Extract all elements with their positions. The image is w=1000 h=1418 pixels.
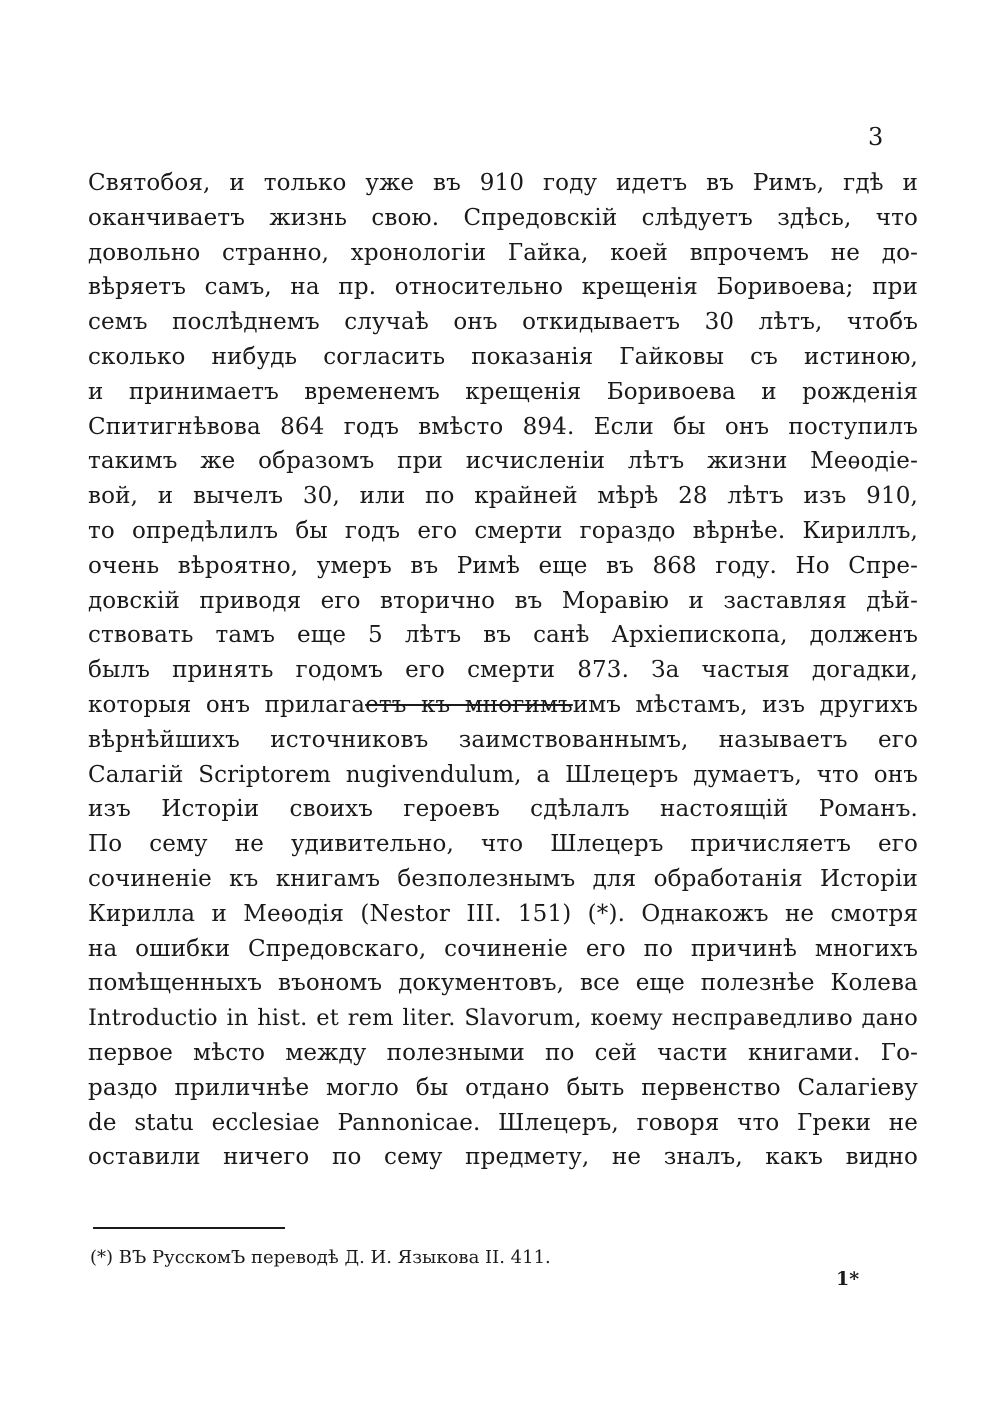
text-line: первое мѣсто между полезными по сей части книгами. Го- bbox=[88, 1039, 918, 1066]
text-line: помѣщенныхъ въономъ документовъ, все еще полезнѣе Колева bbox=[88, 970, 918, 997]
text-line: оканчиваетъ жизнь свою. Спредовскій слѣдуетъ здѣсь, что bbox=[88, 204, 918, 231]
text-line: оставили ничего по сему предмету, не зналъ, какъ видно bbox=[88, 1144, 918, 1171]
text-line: Святобоя, и только уже въ 910 году идетъ въ Римъ, гдѣ и bbox=[88, 170, 918, 196]
text-line: раздо приличнѣе могло бы отдано быть первенство Салагіеву bbox=[88, 1074, 918, 1101]
text-line: Спитигнѣвова 864 годъ вмѣсто 894. Если бы онъ поступилъ bbox=[88, 413, 918, 440]
text-line-with-strikethrough bbox=[88, 688, 918, 723]
text-line: довскій приводя его вторично въ Моравію и заставляя дѣй- bbox=[88, 587, 918, 614]
text-line: Кирилла и Меѳодія (Nestor III. 151) (*). Однакожъ не смотря bbox=[88, 900, 918, 927]
text-line: ствовать тамъ еще 5 лѣтъ въ санѣ Архіепископа, долженъ bbox=[88, 622, 918, 649]
text-line: довольно странно, хронологіи Гайка, коей впрочемъ не до- bbox=[88, 239, 918, 266]
text-line: очень вѣроятно, умеръ въ Римѣ еще въ 868 году. Но Спре- bbox=[88, 552, 918, 579]
text-line: семъ послѣднемъ случаѣ онъ откидываетъ 30 лѣтъ, чтобъ bbox=[88, 309, 918, 336]
struck-text: етъ къ многимъ bbox=[365, 691, 573, 718]
page-number: 3 bbox=[868, 123, 884, 151]
text-line: вой, и вычелъ 30, или по крайней мѣрѣ 28 лѣтъ изъ 910, bbox=[88, 483, 918, 510]
text-line: По сему не удивительно, что Шлецеръ причисляетъ его bbox=[88, 831, 918, 858]
text-line: Салагій Scriptorem nugivendulum, а Шлецеръ думаетъ, что онъ bbox=[88, 761, 918, 788]
text-line: сколько нибудь согласить показанія Гайковы съ истиною, bbox=[88, 343, 918, 370]
text-line: сочиненіе къ книгамъ безполезнымъ для обработанія Исторіи bbox=[88, 865, 918, 892]
text-line: вѣряетъ самъ, на пр. относительно крещенія Боривоева; при bbox=[88, 274, 918, 301]
text-line: на ошибки Спредовскаго, сочиненіе его по причинѣ многихъ bbox=[88, 935, 918, 962]
text-segment: которыя онъ прилага bbox=[88, 691, 366, 718]
text-line: изъ Исторіи своихъ героевъ сдѣлалъ настоящій Романъ. bbox=[88, 796, 918, 823]
text-line: de statu ecclesiae Pannonicae. Шлецеръ, говоря что Греки не bbox=[88, 1109, 918, 1136]
footnote: (*) ВЪ РусскомЪ переводѣ Д. И. Языкова II. 411. bbox=[90, 1247, 551, 1268]
text-line: такимъ же образомъ при исчисленіи лѣтъ жизни Меѳодіе- bbox=[88, 448, 918, 475]
text-line: вѣрнѣйшихъ источниковъ заимствованнымъ, называетъ его bbox=[88, 726, 918, 753]
signature-mark: 1* bbox=[836, 1268, 860, 1290]
text-line: Introductio in hist. et rem liter. Slavorum, коему несправедливо дано bbox=[88, 1005, 918, 1032]
text-line: то опредѣлилъ бы годъ его смерти гораздо вѣрнѣе. Кириллъ, bbox=[88, 517, 918, 544]
footnote-divider bbox=[93, 1227, 285, 1229]
body-text bbox=[88, 166, 918, 1175]
text-line: былъ принять годомъ его смерти 873. За частыя догадки, bbox=[88, 657, 918, 684]
text-line: и принимаетъ временемъ крещенія Боривоева и рожденія bbox=[88, 378, 918, 405]
text-segment: имъ мѣстамъ, изъ другихъ bbox=[572, 691, 918, 718]
